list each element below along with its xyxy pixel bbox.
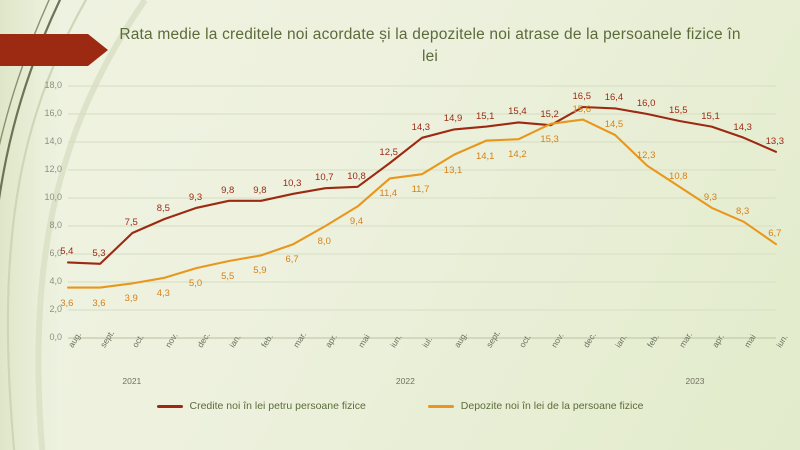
data-point-label: 15,1 [701, 110, 720, 122]
data-point-label: 3,6 [92, 297, 106, 309]
x-axis-tick-label: oct. [130, 332, 147, 350]
data-point-label: 9,4 [349, 216, 364, 228]
x-axis-tick-label: feb. [259, 331, 276, 350]
data-point-label: 15,3 [540, 133, 559, 145]
y-axis-tick-label: 14,0 [44, 136, 62, 146]
data-point-label: 14,9 [443, 113, 463, 125]
data-point-label: 11,4 [379, 188, 398, 200]
data-point-label: 5,4 [60, 246, 74, 258]
y-axis-tick-label: 4,0 [49, 276, 62, 286]
x-axis-tick-label: dec. [580, 330, 598, 350]
x-axis-tick-label: ian. [613, 332, 629, 350]
x-axis-tick-label: aug. [452, 329, 470, 350]
data-point-label: 10,8 [347, 170, 366, 182]
y-axis-tick-label: 8,0 [49, 220, 62, 230]
legend-item-credite [157, 400, 366, 412]
y-axis-tick-label: 6,0 [49, 248, 62, 258]
data-point-label: 15,5 [669, 105, 688, 116]
data-point-label: 14,2 [508, 149, 527, 161]
data-point-label: 9,8 [221, 184, 235, 196]
data-point-label: 6,7 [768, 228, 782, 240]
data-point-label: 10,7 [315, 172, 334, 184]
x-axis-year-label: 2022 [395, 376, 415, 386]
x-axis-tick-label: nov. [162, 330, 180, 350]
x-axis-tick-label: sept. [98, 328, 117, 350]
data-point-label: 4,3 [156, 287, 170, 299]
data-point-label: 7,5 [124, 217, 138, 228]
x-axis-tick-label: iun. [387, 332, 404, 350]
data-point-label: 8,0 [317, 236, 331, 247]
x-axis-tick-label: dec. [194, 330, 212, 350]
data-point-label: 5,9 [253, 265, 267, 277]
data-point-label: 12,5 [379, 147, 398, 158]
x-axis-tick-label: mar. [677, 329, 695, 350]
x-axis-tick-label: oct. [516, 332, 533, 350]
data-point-label: 14,3 [411, 121, 431, 133]
data-point-label: 16,0 [636, 98, 656, 109]
data-point-label: 12,3 [636, 149, 656, 161]
chart-plot-area [34, 74, 790, 386]
x-axis-tick-label: mar. [291, 329, 309, 350]
x-axis-tick-label: nov. [548, 330, 566, 350]
data-point-label: 3,9 [124, 293, 138, 305]
data-point-label: 14,1 [475, 150, 495, 162]
page-title: Rata medie la creditele noi acordate și la depozitele noi atrase de la persoanele fizice în lei [119, 26, 741, 65]
data-point-label: 3,6 [60, 297, 74, 309]
data-point-label: 15,4 [508, 106, 527, 118]
x-axis-tick-label: mai [355, 332, 372, 350]
data-point-label: 13,3 [765, 135, 785, 147]
data-point-label: 9,3 [188, 191, 203, 203]
x-axis-tick-label: aug. [66, 329, 84, 350]
x-axis-tick-label: mai [741, 332, 758, 350]
data-point-label: 10,3 [282, 177, 302, 189]
legend-swatch-depozite [428, 405, 454, 408]
x-axis-tick-label: apr. [323, 331, 340, 350]
data-point-label: 16,4 [604, 92, 624, 104]
x-axis-tick-label: iul. [420, 334, 435, 350]
x-axis-tick-label: apr. [709, 331, 726, 350]
y-axis-tick-label: 12,0 [44, 164, 62, 174]
data-point-label: 14,5 [604, 119, 624, 130]
x-axis-tick-label: ian. [226, 332, 243, 350]
data-point-label: 13,1 [443, 164, 463, 176]
chart-svg [34, 74, 782, 358]
legend-swatch-credite [157, 405, 183, 408]
x-axis-year-label: 2023 [685, 376, 705, 386]
data-point-label: 10,8 [669, 170, 688, 182]
data-point-label: 5,3 [92, 247, 106, 259]
y-axis-tick-label: 0,0 [49, 332, 62, 342]
data-point-label: 9,8 [253, 184, 267, 196]
y-axis-tick-label: 18,0 [44, 80, 62, 90]
x-axis-tick-label: iun. [774, 332, 790, 350]
data-point-label: 16,5 [572, 91, 591, 102]
y-axis-tick-label: 16,0 [44, 108, 62, 118]
data-point-label: 6,7 [285, 254, 299, 266]
data-point-label: 11,7 [411, 184, 430, 196]
data-point-label: 15,6 [572, 103, 591, 115]
x-axis-tick-label: feb. [645, 331, 662, 350]
data-point-label: 14,3 [733, 121, 752, 133]
y-axis-tick-label: 10,0 [44, 192, 62, 202]
x-axis-tick-label: sept. [484, 328, 503, 350]
data-point-label: 8,3 [736, 205, 750, 217]
x-axis-year-label: 2021 [122, 376, 142, 386]
decorative-red-banner [0, 34, 108, 66]
data-point-label: 5,0 [188, 278, 203, 289]
data-point-label: 8,5 [156, 203, 170, 214]
data-point-label: 9,3 [703, 191, 718, 203]
chart-legend [0, 400, 800, 412]
data-point-label: 15,2 [540, 109, 559, 121]
legend-label-credite: Credite noi în lei petru persoane fizice [189, 400, 366, 412]
legend-item-depozite [428, 400, 644, 412]
legend-label-depozite: Depozite noi în lei de la persoane fizice [460, 400, 644, 412]
chart-series-line [68, 120, 776, 288]
data-point-label: 15,1 [475, 110, 495, 122]
y-axis-tick-label: 2,0 [49, 304, 62, 314]
data-point-label: 5,5 [221, 271, 235, 282]
